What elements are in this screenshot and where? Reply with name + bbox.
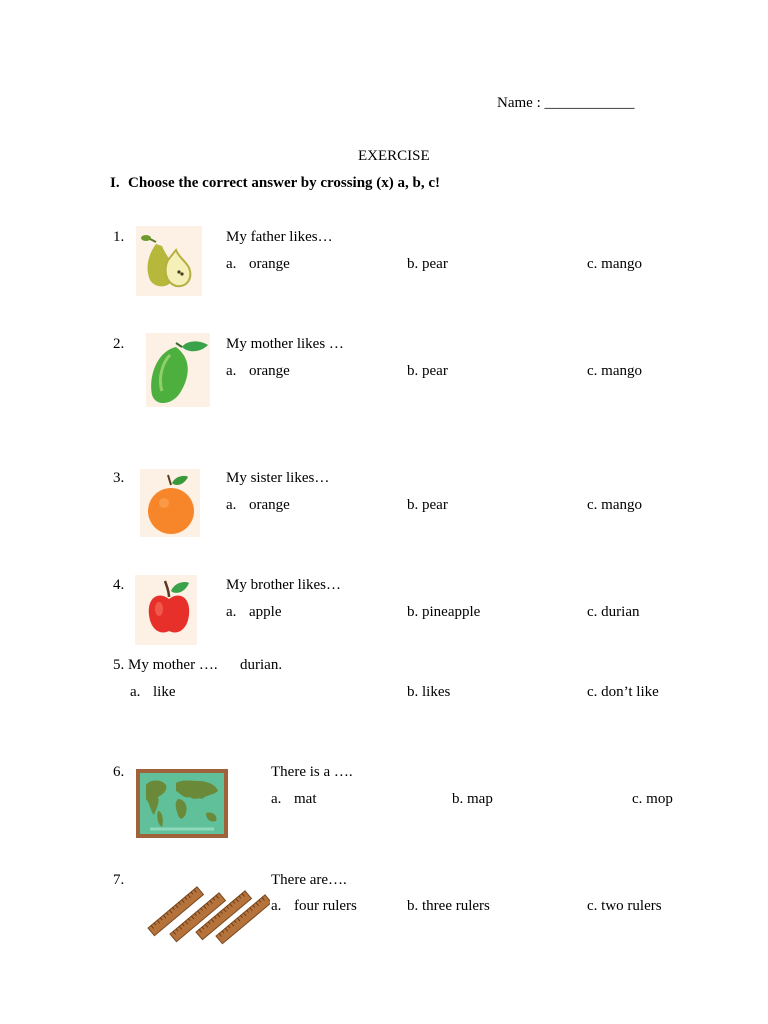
option-c[interactable]: c. mango [587,497,642,513]
question-number: 6. [113,764,125,780]
option-b[interactable]: b. pineapple [407,604,481,620]
rulers-icon [134,868,270,948]
question-number: 7. [113,872,125,888]
option-a-letter: a. [226,497,237,513]
option-a-letter: a. [130,684,141,700]
option-a[interactable]: orange [249,497,290,513]
option-b[interactable]: b. three rulers [407,898,490,914]
option-c[interactable]: c. two rulers [587,898,662,914]
section-number: I. [110,175,120,191]
option-c[interactable]: c. mop [632,791,673,807]
option-a[interactable]: mat [294,791,317,807]
option-a[interactable]: orange [249,256,290,272]
option-a[interactable]: orange [249,363,290,379]
option-a[interactable]: apple [249,604,282,620]
option-a-letter: a. [271,791,282,807]
option-c[interactable]: c. don’t like [587,684,659,700]
question-number: 2. [113,336,125,352]
option-a-letter: a. [226,604,237,620]
question-text: My brother likes… [226,577,341,593]
option-c[interactable]: c. durian [587,604,640,620]
question-text: durian. [240,657,283,673]
page-title: EXERCISE [358,148,430,164]
name-field-label: Name : ____________ [497,95,635,111]
pear-icon [136,226,202,296]
option-c[interactable]: c. mango [587,256,642,272]
option-a[interactable]: like [153,684,176,700]
mango-icon [146,333,210,407]
option-b[interactable]: b. pear [407,363,448,379]
question-number: 4. [113,577,125,593]
question-text: My father likes… [226,229,333,245]
option-b[interactable]: b. pear [407,256,448,272]
world-map-icon [136,769,228,838]
option-a-letter: a. [226,256,237,272]
option-a-letter: a. [271,898,282,914]
option-b[interactable]: b. likes [407,684,451,700]
question-number: 3. [113,470,125,486]
question-text: My sister likes… [226,470,330,486]
question-number: 5. My mother …. [113,657,218,673]
question-text: There is a …. [271,764,353,780]
question-number: 1. [113,229,125,245]
instruction: Choose the correct answer by crossing (x) a, b, c! [128,175,441,191]
option-a-letter: a. [226,363,237,379]
option-b[interactable]: b. pear [407,497,448,513]
question-text: My mother likes … [226,336,344,352]
option-a[interactable]: four rulers [294,898,357,914]
apple-icon [135,575,197,645]
option-b[interactable]: b. map [452,791,493,807]
option-c[interactable]: c. mango [587,363,642,379]
question-text: There are…. [271,872,347,888]
orange-icon [140,469,200,537]
